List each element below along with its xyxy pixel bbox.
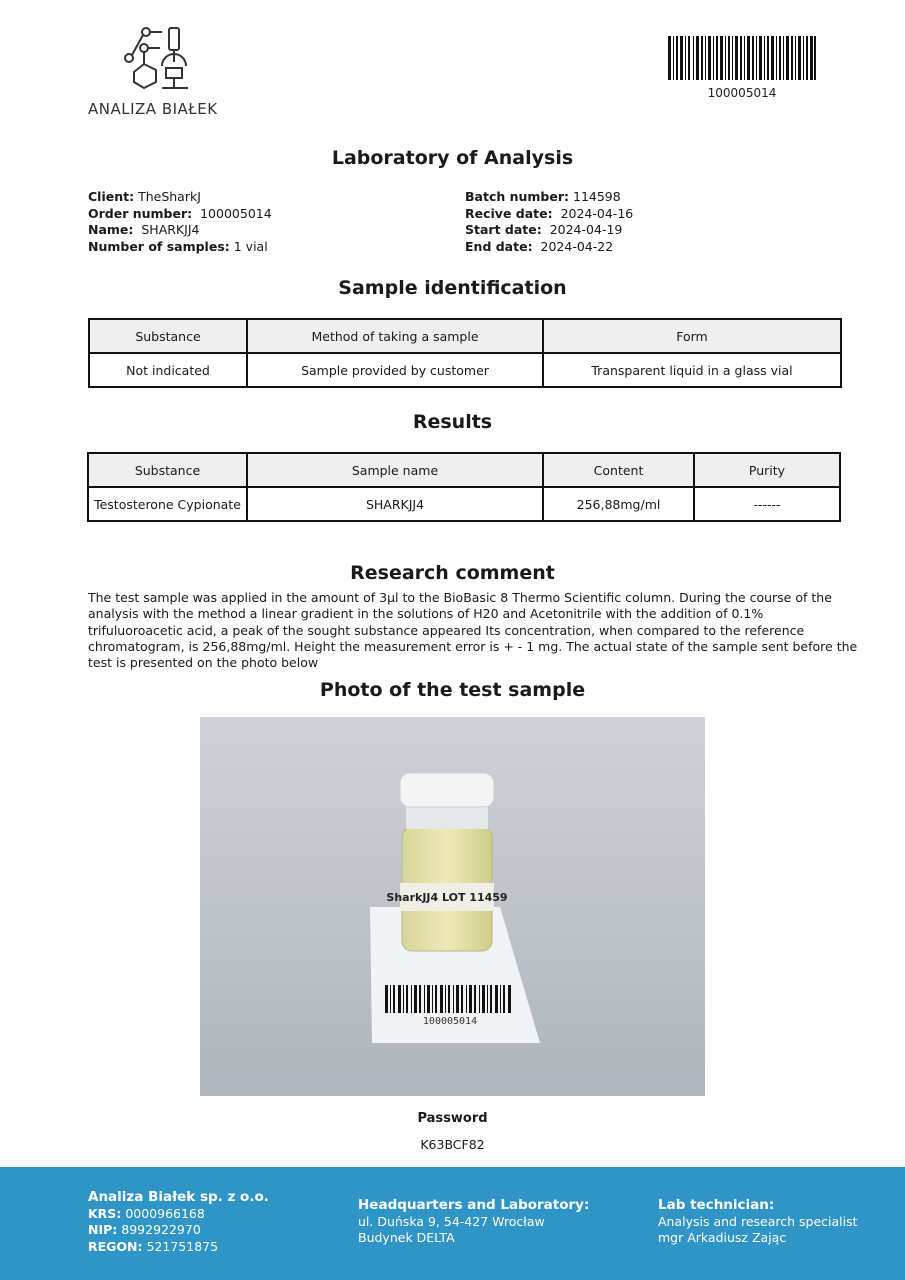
receive-label: Recive date: <box>465 205 553 221</box>
krs-label: KRS: <box>88 1205 122 1221</box>
client-label: Client: <box>88 189 135 204</box>
photo-heading: Photo of the test sample <box>319 679 586 701</box>
order-label: Order number: <box>88 205 193 221</box>
name-value: SHARKJJ4 <box>141 222 200 237</box>
table-cell: SHARKJJ4 <box>247 487 543 521</box>
vial-label: SharkJJ4 LOT 11459 <box>386 891 508 904</box>
hq-address: ul. Duńska 9, 54-427 Wrocław <box>358 1213 545 1229</box>
barcode <box>667 36 817 100</box>
company-logo <box>88 22 238 118</box>
table-cell: Not indicated <box>89 353 247 387</box>
table-cell: Transparent liquid in a glass vial <box>543 353 841 387</box>
end-value: 2024-04-22 <box>540 238 614 254</box>
logo-text: ANALIZA BIAŁEK <box>88 100 218 118</box>
page-title: Laboratory of Analysis <box>331 147 574 169</box>
table-header-row <box>89 319 841 353</box>
nip-value: 8992922970 <box>121 1222 201 1237</box>
footer-company-col <box>88 1189 269 1255</box>
sample-identification-heading: Sample identification <box>338 277 567 299</box>
tech-title: Lab technician: <box>658 1197 775 1213</box>
hq-title: Headquarters and Laboratory: <box>358 1197 590 1213</box>
sample-identification-table <box>88 318 842 388</box>
company-name: Analiza Białek sp. z o.o. <box>88 1189 269 1205</box>
table-header-cell: Purity <box>694 453 840 487</box>
table-header-cell: Content <box>543 453 694 487</box>
table-header-row <box>88 453 840 487</box>
regon-value: 521751875 <box>146 1238 219 1254</box>
test-sample-photo <box>200 717 705 1096</box>
samples-value: 1 vial <box>233 238 268 254</box>
results-table <box>87 452 841 522</box>
batch-value: 114598 <box>573 189 621 204</box>
password-value: K63BCF82 <box>420 1137 485 1152</box>
receive-value: 2024-04-16 <box>560 205 634 221</box>
table-row <box>89 353 841 387</box>
table-cell: Sample provided by customer <box>247 353 543 387</box>
footer-hq-col <box>358 1197 589 1247</box>
batch-label: Batch number: <box>465 189 570 204</box>
vial-illustration <box>200 717 705 1096</box>
footer <box>0 1167 905 1280</box>
nip-label: NIP: <box>88 1222 118 1237</box>
start-label: Start date: <box>465 222 542 237</box>
krs-value: 0000966168 <box>125 1205 205 1221</box>
table-header-cell: Form <box>543 319 841 353</box>
tech-role: Analysis and research specialist <box>658 1213 858 1229</box>
tech-name: mgr Arkadiusz Zając <box>658 1230 787 1245</box>
password-label: Password <box>417 1111 488 1126</box>
start-value: 2024-04-19 <box>549 222 623 237</box>
table-header-cell: Method of taking a sample <box>247 319 543 353</box>
info-left <box>88 189 272 255</box>
end-label: End date: <box>465 238 533 254</box>
table-cell: 256,88mg/ml <box>543 487 694 521</box>
research-comment-text: The test sample was applied in the amount of 3µl to the BioBasic 8 Thermo Scientific column. During the course of the analysis with the method a linear gradient in the solutions of H20 and Acetonitrile with the addition of 0.1% trifuluoroacetic acid, a peak of the sought substance appeared Its concentration, when compared to the reference chromatogram, is 256,88mg/ml. Height the measurement error is + - 1 mg. The actual state of the sample sent before the test is presented on the photo below <box>88 590 858 671</box>
client-value: TheSharkJ <box>138 189 201 204</box>
order-value: 100005014 <box>200 205 272 221</box>
info-right <box>465 189 633 255</box>
samples-label: Number of samples: <box>88 238 230 254</box>
name-label: Name: <box>88 222 134 237</box>
table-cell: ------ <box>694 487 840 521</box>
table-row <box>88 487 840 521</box>
table-header-cell: Sample name <box>247 453 543 487</box>
results-heading: Results <box>412 411 493 433</box>
molecule-microscope-icon <box>122 22 202 96</box>
barcode-number: 100005014 <box>707 86 777 100</box>
barcode-graphic <box>668 36 816 80</box>
card-barcode-number: 100005014 <box>422 1016 478 1027</box>
regon-label: REGON: <box>88 1238 143 1254</box>
research-comment-heading: Research comment <box>350 562 555 584</box>
footer-tech-col <box>658 1197 858 1247</box>
table-header-cell: Substance <box>89 319 247 353</box>
table-header-cell: Substance <box>88 453 247 487</box>
hq-building: Budynek DELTA <box>358 1230 455 1245</box>
table-cell: Testosterone Cypionate <box>88 487 247 521</box>
